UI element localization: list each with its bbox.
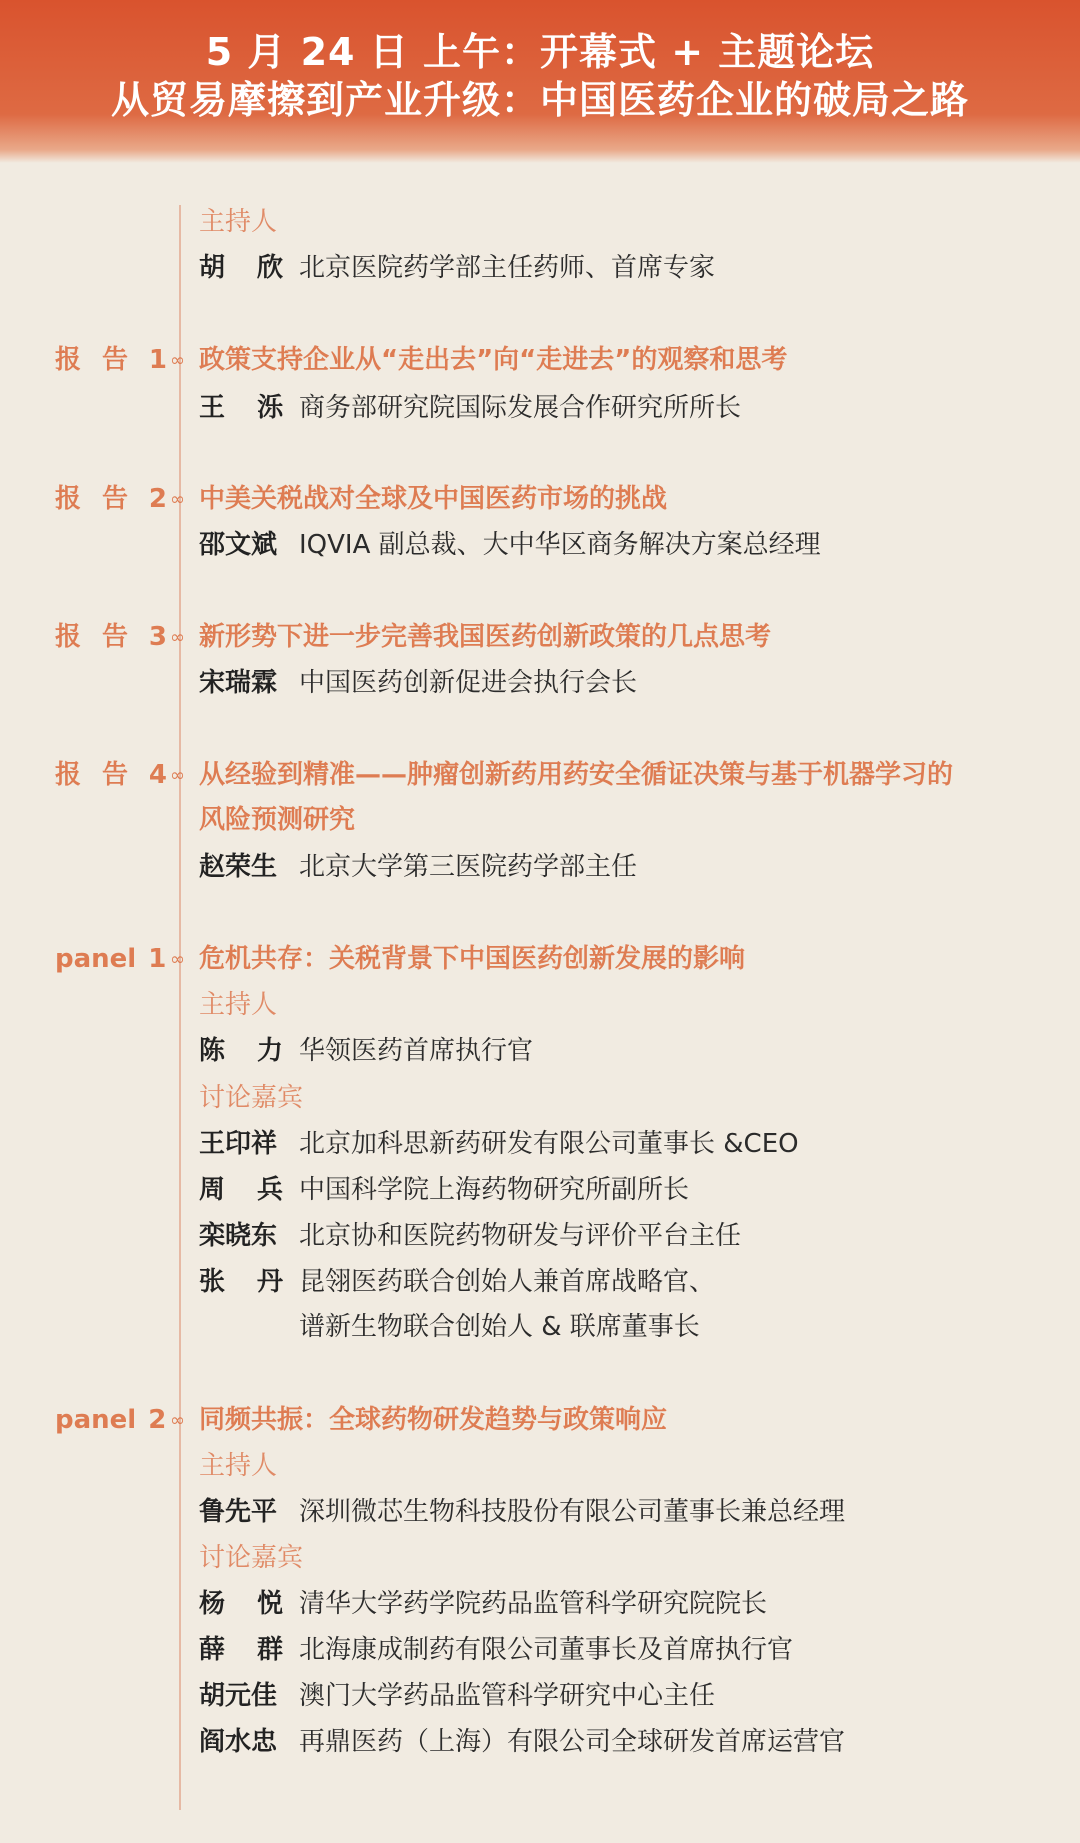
person-name: 王印祥	[199, 1129, 278, 1159]
person-desc: 华领医药首席执行官	[299, 1036, 534, 1066]
report-title-continued: 风险预测研究	[199, 805, 356, 835]
panel-1-title-row	[0, 937, 1080, 981]
person-name: 栾晓东	[199, 1221, 278, 1251]
panel-1-host-row	[0, 1029, 1080, 1073]
report-label: 报 告 1	[55, 345, 167, 375]
report-3-speaker-row	[0, 661, 1080, 705]
person-desc: 北京大学第三医院药学部主任	[299, 852, 638, 882]
host-role-label: 主持人	[199, 207, 278, 237]
panel-2-guest-row	[0, 1674, 1080, 1718]
panel-1-guests-role-row	[0, 1076, 1080, 1120]
host-role-label: 主持人	[199, 1451, 278, 1481]
report-title: 中美关税战对全球及中国医药市场的挑战	[199, 484, 668, 514]
report-2-title-row	[0, 477, 1080, 521]
report-4-speaker-row	[0, 845, 1080, 889]
person-name: 邵文斌	[199, 530, 278, 560]
header-title-line2: 从贸易摩擦到产业升级：中国医药企业的破局之路	[110, 78, 969, 122]
report-3-title-row	[0, 615, 1080, 659]
person-desc: 再鼎医药（上海）有限公司全球研发首席运营官	[299, 1727, 846, 1757]
infinity-marker-icon: ∞	[170, 1410, 185, 1431]
person-desc: 澳门大学药品监管科学研究中心主任	[299, 1681, 716, 1711]
report-1-title-row	[0, 338, 1080, 382]
person-name: 杨 悦	[199, 1589, 283, 1619]
person-name: 阎水忠	[199, 1727, 278, 1757]
person-name: 王 泺	[199, 393, 283, 423]
panel-title: 危机共存：关税背景下中国医药创新发展的影响	[199, 944, 746, 974]
person-desc: 中国科学院上海药物研究所副所长	[299, 1175, 690, 1205]
person-name: 陈 力	[199, 1036, 283, 1066]
panel-2-host-row	[0, 1490, 1080, 1534]
panel-1-host-role-row	[0, 983, 1080, 1027]
person-name: 鲁先平	[199, 1497, 278, 1527]
panel-2-host-role-row	[0, 1444, 1080, 1488]
infinity-marker-icon: ∞	[170, 949, 185, 970]
panel-1-guest-desc-cont-row	[0, 1305, 1080, 1349]
infinity-marker-icon: ∞	[170, 350, 185, 371]
person-desc: IQVIA 副总裁、大中华区商务解决方案总经理	[299, 530, 821, 560]
infinity-marker-icon: ∞	[170, 489, 185, 510]
panel-2-title-row	[0, 1398, 1080, 1442]
panel-title: 同频共振：全球药物研发趋势与政策响应	[199, 1405, 668, 1435]
report-4-title-cont-row	[0, 798, 1080, 842]
person-name: 周 兵	[199, 1175, 283, 1205]
person-desc: 中国医药创新促进会执行会长	[299, 668, 638, 698]
infinity-marker-icon: ∞	[170, 627, 185, 648]
report-1-speaker-row	[0, 386, 1080, 430]
panel-2-guest-row	[0, 1720, 1080, 1764]
person-desc: 商务部研究院国际发展合作研究所所长	[299, 393, 742, 423]
person-desc: 北京加科思新药研发有限公司董事长 &CEO	[299, 1129, 799, 1159]
person-name: 胡 欣	[199, 253, 283, 283]
report-2-speaker-row	[0, 523, 1080, 567]
person-name: 薛 群	[199, 1635, 283, 1665]
report-title: 从经验到精准——肿瘤创新药用药安全循证决策与基于机器学习的	[199, 760, 954, 790]
person-desc: 北海康成制药有限公司董事长及首席执行官	[299, 1635, 794, 1665]
person-name: 宋瑞霖	[199, 668, 278, 698]
panel-label: panel 1	[55, 944, 167, 974]
report-title: 新形势下进一步完善我国医药创新政策的几点思考	[199, 622, 772, 652]
person-desc: 北京协和医院药物研发与评价平台主任	[299, 1221, 742, 1251]
person-name: 赵荣生	[199, 852, 278, 882]
panel-1-guest-row	[0, 1214, 1080, 1258]
person-desc: 清华大学药学院药品监管科学研究院院长	[299, 1589, 768, 1619]
panel-2-guest-row	[0, 1628, 1080, 1672]
report-label: 报 告 3	[55, 622, 167, 652]
guests-role-label: 讨论嘉宾	[199, 1543, 304, 1573]
panel-1-guest-row	[0, 1168, 1080, 1212]
person-name: 胡元佳	[199, 1681, 278, 1711]
panel-1-guest-row	[0, 1260, 1080, 1304]
host-role-label: 主持人	[199, 990, 278, 1020]
person-desc: 昆翎医药联合创始人兼首席战略官、	[299, 1267, 716, 1297]
guests-role-label: 讨论嘉宾	[199, 1083, 304, 1113]
report-title: 政策支持企业从“走出去”向“走进去”的观察和思考	[199, 345, 788, 375]
panel-2-guest-row	[0, 1582, 1080, 1626]
panel-2-guests-role-row	[0, 1536, 1080, 1580]
person-name: 张 丹	[199, 1267, 283, 1297]
opening-host-role-row	[0, 200, 1080, 244]
panel-1-guest-row	[0, 1122, 1080, 1166]
person-desc-continued: 谱新生物联合创始人 & 联席董事长	[299, 1312, 700, 1342]
header-banner	[0, 0, 1080, 163]
report-4-title-row	[0, 753, 1080, 797]
person-desc: 深圳微芯生物科技股份有限公司董事长兼总经理	[299, 1497, 846, 1527]
person-desc: 北京医院药学部主任药师、首席专家	[299, 253, 716, 283]
report-label: 报 告 4	[55, 760, 167, 790]
report-label: 报 告 2	[55, 484, 167, 514]
panel-label: panel 2	[55, 1405, 167, 1435]
header-title-line1: 5 月 24 日 上午：开幕式 + 主题论坛	[205, 30, 875, 74]
infinity-marker-icon: ∞	[170, 765, 185, 786]
opening-host-row	[0, 246, 1080, 290]
